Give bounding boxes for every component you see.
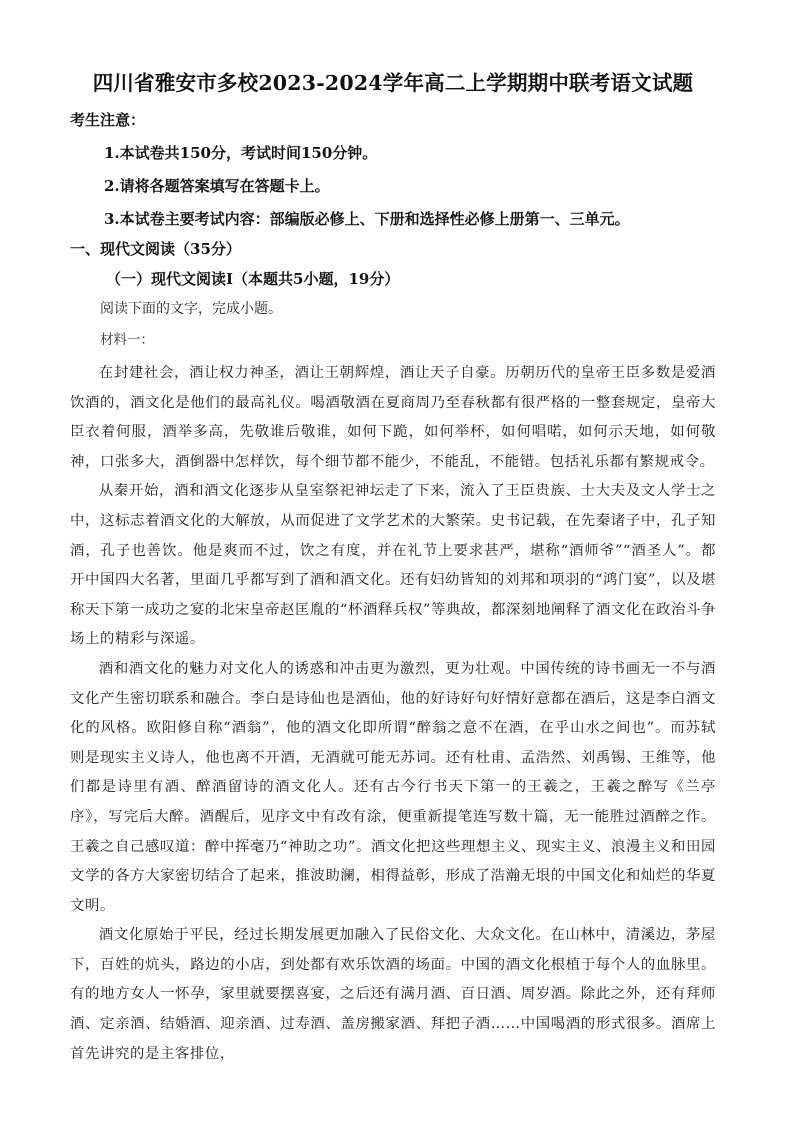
passage-paragraph-4: 酒文化原始于平民，经过长期发展更加融入了民俗文化、大众文化。在山林中，清溪边，茅屋下，百姓的炕头，路边的小店，到处都有欢乐饮酒的场面。中国的酒文化根植于每个人的血脉里。有的地方女人一怀孕，家里就要摆喜宴，之后还有满月酒、百日酒、周岁酒。除此之外，还有拜师酒、定亲酒、结婚酒、迎亲酒、过寿酒、盖房搬家酒、拜把子酒……中国喝酒的形式很多。酒席上首先讲究的是主客排位， (70, 927, 716, 1062)
notice-item-3: 3.本试卷主要考试内容：部编版必修上、下册和选择性必修上册第一、三单元。 (104, 210, 630, 228)
material-label: 材料一： (100, 332, 154, 348)
passage-paragraph-1: 在封建社会，酒让权力神圣，酒让王朝辉煌，酒让天子自豪。历朝历代的皇帝王臣多数是爱酒饮酒的，酒文化是他们的最高礼仪。喝酒敬酒在夏商周乃至春秋都有很严格的一整套规定，皇帝大臣衣着何服，酒举多高，先敬谁后敬谁，如何下跪，如何举杯，如何唱喏，如何示天地，如何敬神，口张多大，酒倒器中怎样饮，每个细节都不能少，不能乱，不能错。包括礼乐都有繁规戒令。 (70, 365, 716, 470)
subsection-heading: （一）现代文阅读Ⅰ（本题共5小题，19分） (106, 270, 400, 288)
exam-title: 四川省雅安市多校2023-2024学年高二上学期期中联考语文试题 (92, 71, 694, 95)
reading-instruction: 阅读下面的文字，完成小题。 (100, 301, 282, 317)
passage-body (70, 359, 716, 1069)
passage-paragraph-3: 酒和酒文化的魅力对文化人的诱惑和冲击更为激烈，更为壮观。中国传统的诗书画无一不与酒文化产生密切联系和融合。李白是诗仙也是酒仙，他的好诗好句好情好意都在酒后，这是李白酒文化的风格。欧阳修自称“酒翁”，他的酒文化即所谓“醉翁之意不在酒，在乎山水之间也”。而苏轼则是现实主义诗人，他也离不开酒，无酒就可能无苏词。还有杜甫、孟浩然、刘禹锡、王维等，他们都是诗里有酒、醉酒留诗的酒文化人。还有古今行书天下第一的王羲之，王羲之醉写《兰亭序》，写完后大醉。酒醒后，见序文中有改有涂，便重新提笔连写数十篇，无一能胜过酒醉之作。王羲之自己感叹道：醉中挥毫乃“神助之功”。酒文化把这些理想主义、现实主义、浪漫主义和田园文学的各方大家密切结合了起来，推波助澜，相得益彰，形成了浩瀚无垠的中国文化和灿烂的华夏文明。 (70, 660, 716, 914)
notice-heading: 考生注意： (70, 111, 146, 129)
section-heading: 一、现代文阅读（35分） (70, 240, 241, 258)
notice-item-2: 2.请将各题答案填写在答题卡上。 (104, 177, 330, 195)
passage-paragraph-2: 从秦开始，酒和酒文化逐步从皇室祭祀神坛走了下来，流入了王臣贵族、士大夫及文人学士之中，这标志着酒文化的大解放，从而促进了文学艺术的大繁荣。史书记载，在先秦诸子中，孔子知酒，孔子也善饮。他是爽而不过，饮之有度，并在礼节上要求甚严，堪称“酒师爷”“酒圣人”。都开中国四大名著，里面几乎都写到了酒和酒文化。还有妇幼皆知的刘邦和项羽的“鸿门宴”，以及堪称天下第一成功之宴的北宋皇帝赵匡胤的“杯酒释兵权”等典故，都深刻地阐释了酒文化在政治斗争场上的精彩与深遥。 (70, 483, 716, 648)
notice-item-1: 1.本试卷共150分，考试时间150分钟。 (104, 144, 378, 162)
